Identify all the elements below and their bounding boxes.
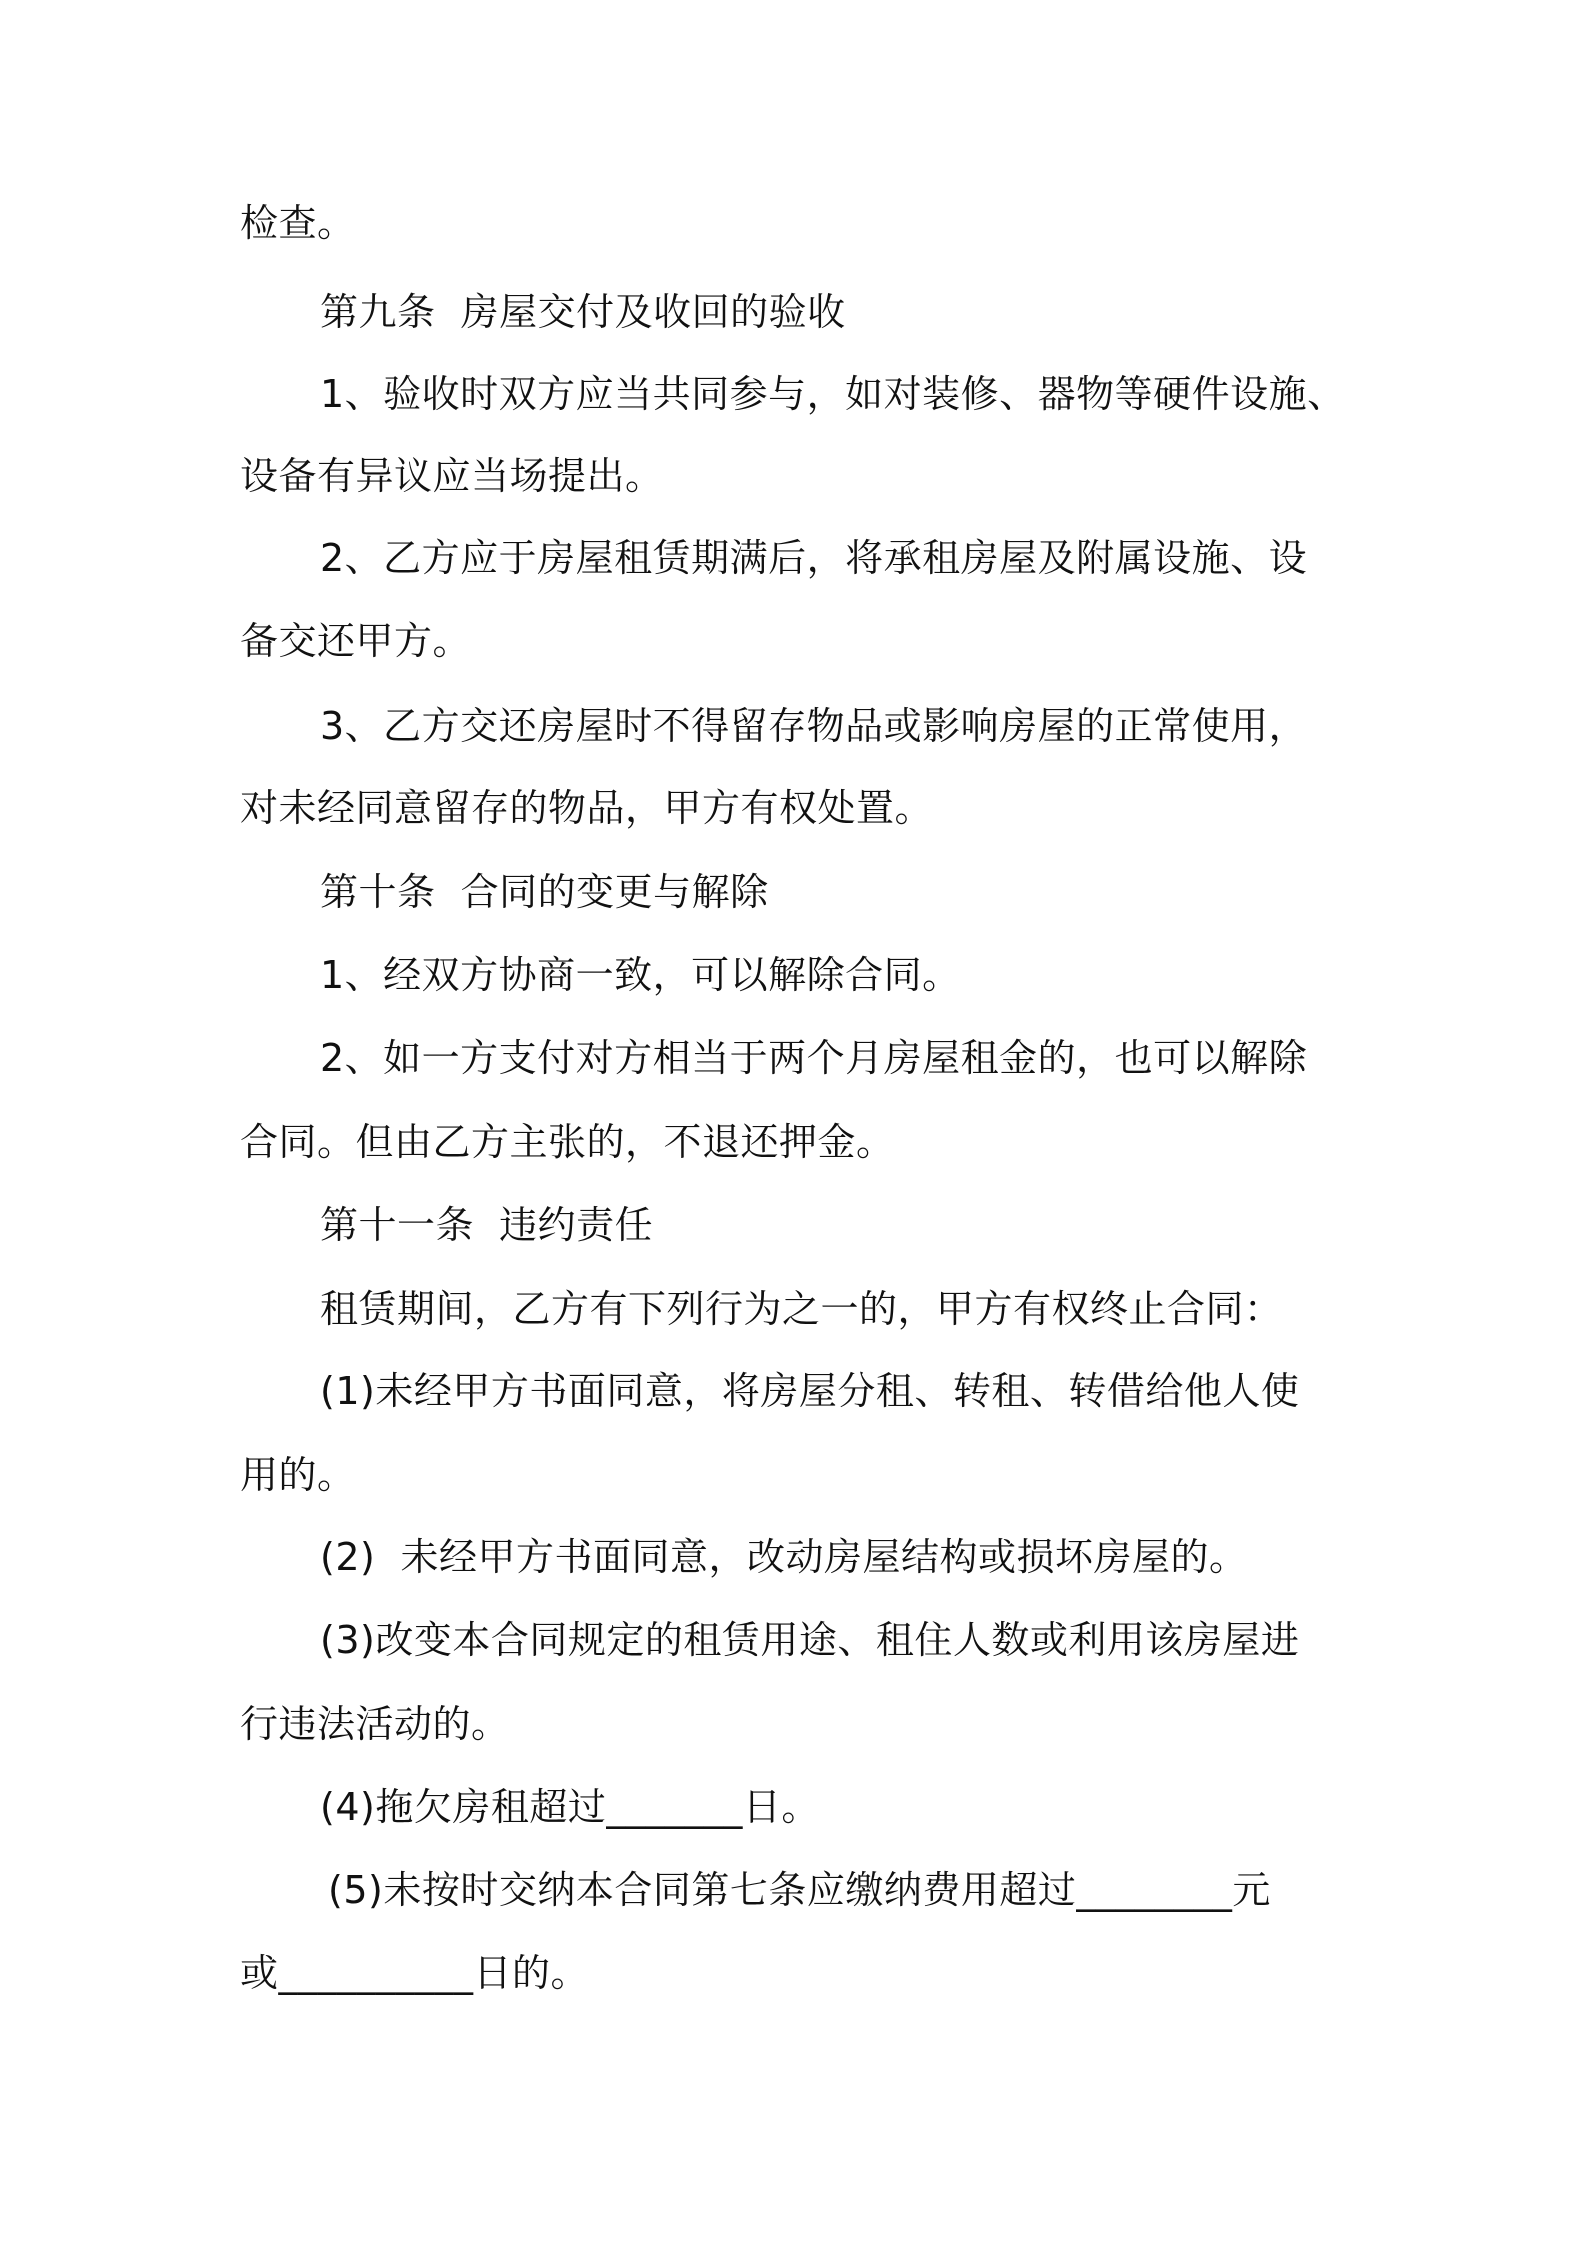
section-heading: 第九条 房屋交付及收回的验收 <box>320 290 846 334</box>
section-heading: 第十一条 违约责任 <box>320 1203 654 1247</box>
text-line: 2、如一方支付对方相当于两个月房屋租金的，也可以解除 <box>320 1036 1308 1080</box>
text-line: 备交还甲方。 <box>240 619 472 663</box>
text-line: 设备有异议应当场提出。 <box>240 454 664 498</box>
text-line: (5)未按时交纳本合同第七条应缴纳费用超过________元 <box>328 1868 1271 1912</box>
text-line: 合同。但由乙方主张的，不退还押金。 <box>240 1120 895 1164</box>
text-line: (3)改变本合同规定的租赁用途、租住人数或利用该房屋进 <box>320 1618 1300 1662</box>
text-line: 2、乙方应于房屋租赁期满后，将承租房屋及附属设施、设 <box>320 536 1308 580</box>
text-line: 1、验收时双方应当共同参与，如对装修、器物等硬件设施、 <box>320 372 1346 416</box>
text-line: 检查。 <box>240 201 356 245</box>
text-line: 对未经同意留存的物品，甲方有权处置。 <box>240 786 934 830</box>
text-line: 或__________日的。 <box>240 1951 590 1995</box>
text-line: 3、乙方交还房屋时不得留存物品或影响房屋的正常使用， <box>320 704 1308 748</box>
text-line: (4)拖欠房租超过_______日。 <box>320 1785 820 1829</box>
section-heading: 第十条 合同的变更与解除 <box>320 870 769 914</box>
text-line: (2) 未经甲方书面同意，改动房屋结构或损坏房屋的。 <box>320 1535 1248 1579</box>
text-line: 用的。 <box>240 1453 356 1497</box>
text-line: 行违法活动的。 <box>240 1702 510 1746</box>
text-line: 租赁期间，乙方有下列行为之一的，甲方有权终止合同： <box>320 1287 1283 1331</box>
text-line: 1、经双方协商一致，可以解除合同。 <box>320 953 961 997</box>
text-line: (1)未经甲方书面同意，将房屋分租、转租、转借给他人使 <box>320 1369 1300 1413</box>
